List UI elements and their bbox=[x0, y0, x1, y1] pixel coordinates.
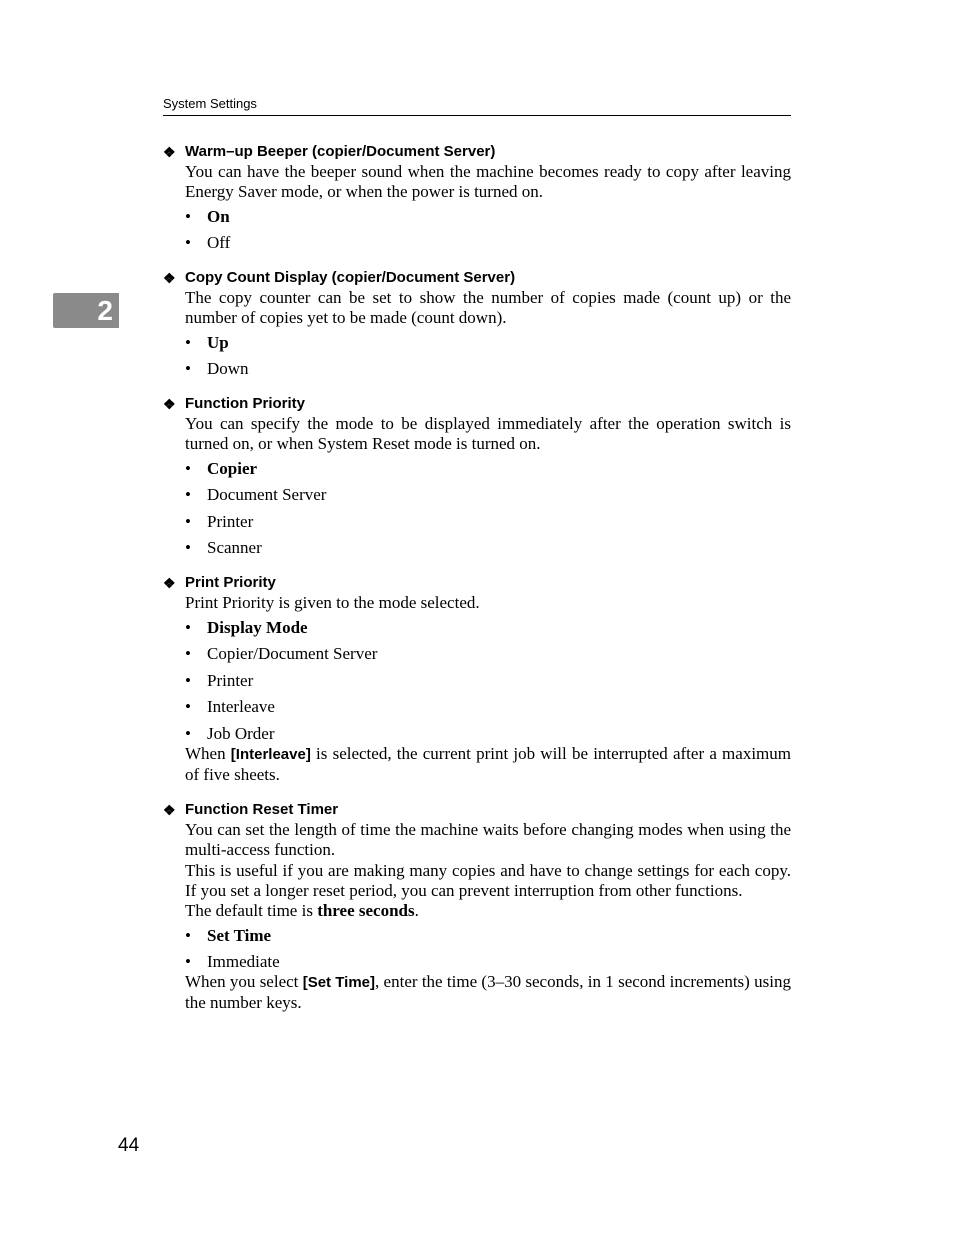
section-title-text: Copy Count Display (copier/Document Server) bbox=[185, 269, 516, 287]
section-function-priority bbox=[163, 394, 791, 558]
diamond-bullet-icon: ❖ bbox=[163, 802, 176, 819]
diamond-bullet-icon: ❖ bbox=[163, 144, 176, 160]
section-description: This is useful if you are making many copies and have to change settings for each copy. If you set a longer reset period, you can prevent interruption from other functions. bbox=[185, 860, 791, 901]
section-description: You can set the length of time the machine waits before changing modes when using the multi-access function. bbox=[185, 820, 791, 860]
option-item: • Down bbox=[185, 359, 249, 379]
chapter-tab bbox=[53, 293, 119, 328]
bullet-icon: • bbox=[185, 359, 191, 379]
bullet-icon: • bbox=[185, 206, 191, 226]
section-title bbox=[163, 800, 791, 820]
section-warm-up-beeper bbox=[163, 142, 791, 253]
section-title bbox=[163, 268, 791, 288]
diamond-bullet-icon: ❖ bbox=[163, 396, 176, 413]
section-title bbox=[163, 142, 791, 162]
bullet-icon: • bbox=[185, 538, 191, 558]
section-copy-count-display bbox=[163, 268, 791, 379]
section-title bbox=[163, 394, 791, 414]
diamond-bullet-icon: ❖ bbox=[163, 270, 176, 287]
section-title-text: Function Priority bbox=[185, 395, 305, 413]
key-label: [Set Time] bbox=[302, 974, 375, 992]
bullet-icon: • bbox=[185, 697, 191, 717]
option-list bbox=[185, 207, 791, 254]
option-item: • Printer bbox=[185, 511, 254, 531]
option-item: • Interleave bbox=[185, 697, 275, 717]
section-description: You can have the beeper sound when the machine becomes ready to copy after leaving Energy Saver mode, or when the power is turned on. bbox=[185, 162, 791, 202]
section-note: When you select [Set Time], enter the time (3–30 seconds, in 1 second increments) using the number keys. bbox=[185, 972, 791, 1013]
section-note: When [Interleave] is selected, the current print job will be interrupted after a maximum of five sheets. bbox=[185, 743, 791, 784]
bullet-icon: • bbox=[185, 511, 191, 531]
section-description: You can specify the mode to be displayed immediately after the operation switch is turned on, or when System Reset mode is turned on. bbox=[185, 414, 791, 454]
option-item: • Job Order bbox=[185, 723, 275, 743]
header-rule bbox=[163, 115, 791, 116]
option-item-default: • Copier bbox=[185, 458, 258, 478]
bullet-icon: • bbox=[185, 670, 191, 690]
option-item: • Immediate bbox=[185, 952, 280, 972]
option-item: • Document Server bbox=[185, 485, 327, 505]
section-function-reset-timer bbox=[163, 800, 791, 1014]
section-description: Print Priority is given to the mode selected. bbox=[185, 593, 480, 613]
page-content bbox=[163, 142, 791, 1014]
bullet-icon: • bbox=[185, 723, 191, 743]
page-number: 44 bbox=[118, 1135, 140, 1156]
chapter-number: 2 bbox=[97, 295, 113, 326]
bullet-icon: • bbox=[185, 458, 191, 478]
section-title-text: Function Reset Timer bbox=[185, 801, 339, 819]
section-title bbox=[163, 573, 791, 593]
option-item-default: • On bbox=[185, 206, 230, 226]
bullet-icon: • bbox=[185, 485, 191, 505]
default-value-line: The default time is three seconds. bbox=[185, 901, 419, 921]
section-description: The copy counter can be set to show the number of copies made (count up) or the number of copies yet to be made (count down). bbox=[185, 288, 791, 328]
option-list bbox=[185, 618, 791, 744]
bullet-icon: • bbox=[185, 332, 191, 352]
key-label: [Interleave] bbox=[230, 745, 311, 763]
option-list bbox=[185, 459, 791, 559]
bullet-icon: • bbox=[185, 925, 191, 945]
section-title-text: Print Priority bbox=[185, 574, 276, 592]
option-item: • Copier/Document Server bbox=[185, 644, 378, 664]
section-print-priority bbox=[163, 573, 791, 785]
option-list bbox=[185, 333, 791, 380]
option-item: • Printer bbox=[185, 670, 254, 690]
option-item-default: • Up bbox=[185, 332, 229, 352]
bullet-icon: • bbox=[185, 233, 191, 253]
option-item: • Scanner bbox=[185, 538, 262, 558]
option-item-default: • Display Mode bbox=[185, 617, 308, 637]
bullet-icon: • bbox=[185, 952, 191, 972]
bullet-icon: • bbox=[185, 617, 191, 637]
option-list bbox=[185, 926, 791, 973]
diamond-bullet-icon: ❖ bbox=[163, 575, 176, 592]
bullet-icon: • bbox=[185, 644, 191, 664]
default-value: three seconds bbox=[317, 901, 415, 921]
option-item: • Off bbox=[185, 233, 231, 253]
section-title-text: Warm–up Beeper (copier/Document Server) bbox=[185, 143, 496, 160]
option-item-default: • Set Time bbox=[185, 925, 272, 945]
running-header: System Settings bbox=[163, 96, 257, 111]
